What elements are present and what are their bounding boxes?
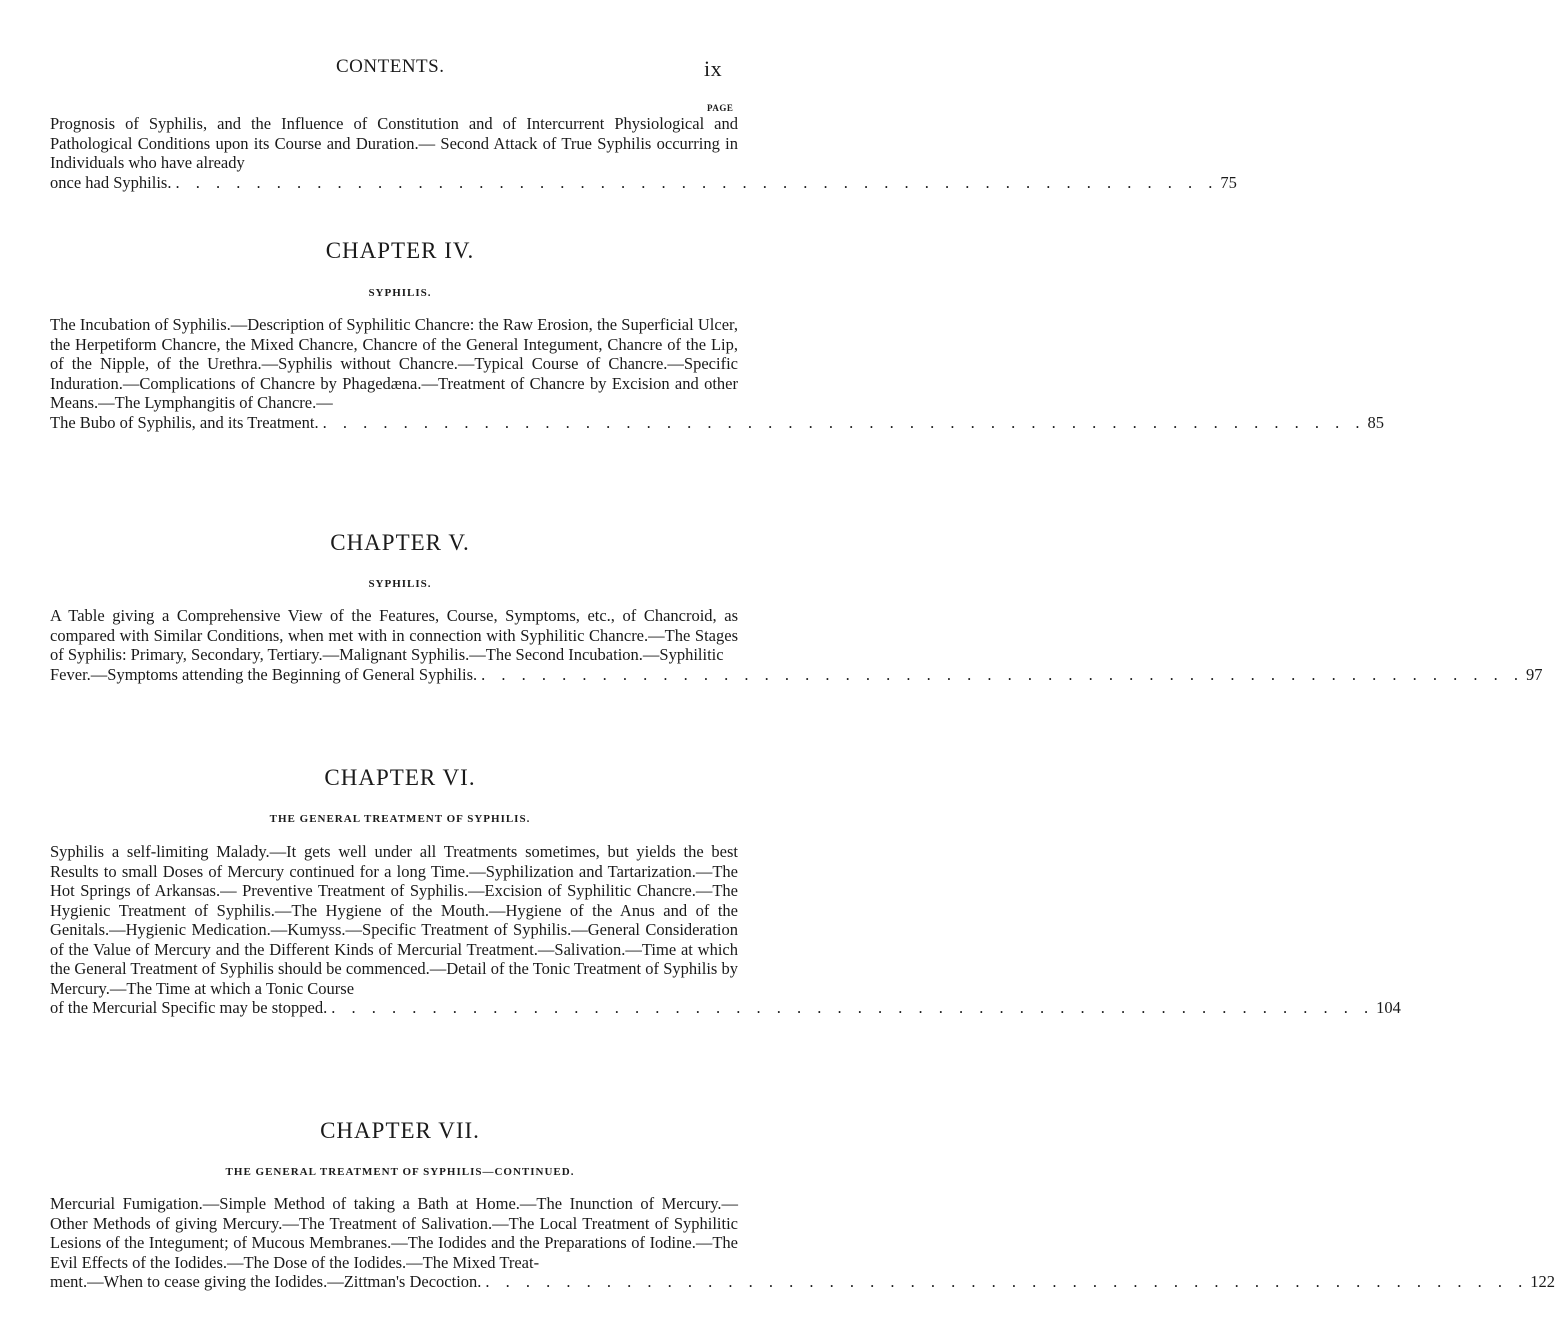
entry-text: The Incubation of Syphilis.—Description of Syphilitic Chancre: the Raw Erosion, the Superficial Ulcer, the Herpetiform Chancre, the Mixed Chancre, Chancre of the General Integument, Chancre of the Lip, of the Nipple, of the Urethra.—Syphilis without Chancre.—Typical Course of Chancre.—Specific Induration.—Complications of Chancre by Phagedæna.—Treatment of Chancre by Excision and other Means.—The Lymphangitis of Chancre.—: [50, 315, 738, 412]
entry-text-end: ment.—When to cease giving the Iodides.—Zittman's Decoction.: [50, 1272, 482, 1291]
entry-leader-line: [50, 664, 1543, 685]
entry-text-end: once had Syphilis.: [50, 172, 172, 192]
dot-leader: . . . . . . . . . . . . . . . . . . . . . . . . . . . . . . . . . . . . . . . . . . . . . . . . . . . .: [331, 998, 1375, 1017]
chapter-4-title: CHAPTER IV.: [325, 238, 475, 263]
entry-page-number: 122: [1530, 1272, 1555, 1291]
entry-leader-line: [50, 412, 1384, 433]
entry-page-number: 104: [1376, 998, 1401, 1017]
page-column-label: PAGE: [707, 103, 734, 113]
dot-leader: . . . . . . . . . . . . . . . . . . . . . . . . . . . . . . . . . . . . . . . . . . . . . . . . . . . .: [481, 664, 1524, 684]
chapter-4-entry: [50, 315, 1384, 432]
entry-text: Prognosis of Syphilis, and the Influence of Constitution and of Intercurrent Physiological and Pathological Conditions upon its Course and Duration.— Second Attack of True Syphilis occurring in Individuals who have already: [50, 114, 738, 172]
entry-text-end: The Bubo of Syphilis, and its Treatment.: [50, 412, 319, 432]
entry-leader-line: [50, 1272, 1555, 1292]
page-folio: ix: [704, 56, 723, 81]
dot-leader: . . . . . . . . . . . . . . . . . . . . . . . . . . . . . . . . . . . . . . . . . . . . . . . . . . . .: [485, 1272, 1529, 1291]
entry-page-number: 97: [1526, 664, 1543, 684]
chapter-5-entry: [50, 606, 1543, 684]
entry-page-number: 75: [1220, 172, 1237, 192]
running-head: [0, 56, 800, 80]
contents-entry-prognosis: [50, 114, 1237, 192]
entry-text-end: of the Mercurial Specific may be stopped.: [50, 998, 328, 1017]
dot-leader: . . . . . . . . . . . . . . . . . . . . . . . . . . . . . . . . . . . . . . . . . . . . . . . . . . . .: [175, 172, 1219, 192]
dot-leader: . . . . . . . . . . . . . . . . . . . . . . . . . . . . . . . . . . . . . . . . . . . . . . . . . . . .: [322, 412, 1366, 432]
entry-text-end: Fever.—Symptoms attending the Beginning of General Syphilis.: [50, 664, 478, 684]
chapter-7-title: CHAPTER VII.: [320, 1118, 480, 1143]
chapter-5-subtitle: SYPHILIS.: [368, 578, 432, 590]
entry-page-number: 85: [1367, 412, 1384, 432]
running-title: CONTENTS.: [336, 56, 445, 77]
entry-leader-line: [50, 172, 1237, 193]
entry-text: Mercurial Fumigation.—Simple Method of taking a Bath at Home.—The Inunction of Mercury.—Other Methods of giving Mercury.—The Treatment of Salivation.—The Local Treatment of Syphilitic Lesions of the Integument; of Mucous Membranes.—The Iodides and the Preparations of Iodine.—The Evil Effects of the Iodides.—The Dose of the Iodides.—The Mixed Treat-: [50, 1194, 738, 1272]
chapter-6-title: CHAPTER VI.: [324, 765, 476, 790]
chapter-7-entry: [50, 1194, 1555, 1292]
entry-leader-line: [50, 998, 1401, 1018]
chapter-7-subtitle: THE GENERAL TREATMENT OF SYPHILIS—CONTINUED.: [225, 1166, 575, 1178]
entry-text: Syphilis a self-limiting Malady.—It gets well under all Treatments sometimes, but yields the best Results to small Doses of Mercury continued for a long Time.—Syphilization and Tartarization.—The Hot Springs of Arkansas.— Preventive Treatment of Syphilis.—Excision of Syphilitic Chancre.—The Hygienic Treatment of Syphilis.—The Hygiene of the Mouth.—Hygiene of the Anus and of the Genitals.—Hygienic Medication.—Kumyss.—Specific Treatment of Syphilis.—General Consideration of the Value of Mercury and the Different Kinds of Mercurial Treatment.—Salivation.—Time at which the General Treatment of Syphilis should be commenced.—Detail of the Tonic Treatment of Syphilis by Mercury.—The Time at which a Tonic Course: [50, 842, 738, 998]
chapter-6-entry: [50, 842, 1401, 1018]
entry-text: A Table giving a Comprehensive View of the Features, Course, Symptoms, etc., of Chancroid, as compared with Similar Conditions, when met with in connection with Syphilitic Chancre.—The Stages of Syphilis: Primary, Secondary, Tertiary.—Malignant Syphilis.—The Second Incubation.—Syphilitic: [50, 606, 738, 664]
chapter-5-title: CHAPTER V.: [330, 530, 470, 555]
chapter-4-subtitle: SYPHILIS.: [368, 287, 432, 299]
chapter-6-subtitle: THE GENERAL TREATMENT OF SYPHILIS.: [269, 813, 531, 825]
